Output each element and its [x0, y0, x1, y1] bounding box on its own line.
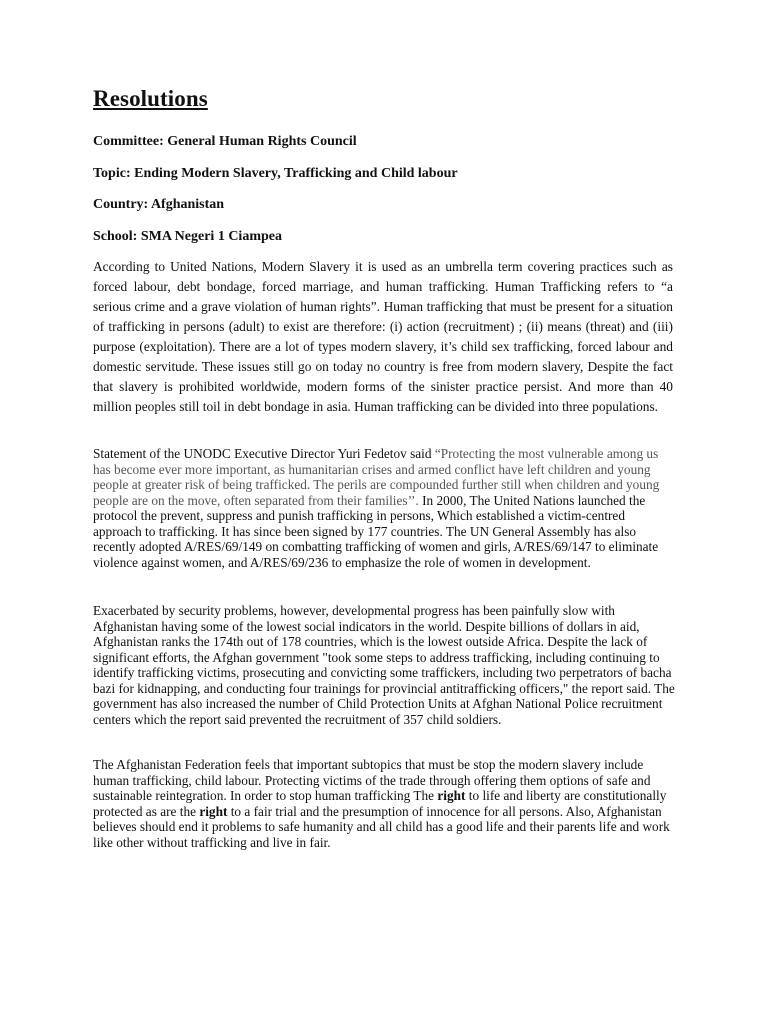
topic-line: Topic: Ending Modern Slavery, Trafficking and Child labour [93, 166, 458, 181]
fedetov-quote: “Protecting the most vulnerable among us has become ever more important, as humanitarian crises and armed conflict have left children and young people at greater risk of being trafficked. The perils are compounded further still when children and young people are on the move, often separated from their families’’. [93, 446, 660, 508]
statement-lead: Statement of the UNODC Executive Director Yuri Fedetov said [93, 446, 435, 461]
paragraph-un-definition: According to United Nations, Modern Slavery it is used as an umbrella term covering practices such as forced labour, debt bondage, forced marriage, and human trafficking. Human Trafficking refers to “a serious crime and a grave violation of human rights”. Human trafficking that must be present for a situation of trafficking in persons (adult) to exist are therefore: (i) action (recruitment) ; (ii) means (threat) and (iii) purpose (exploitation). There are a lot of types modern slavery, it’s child sex trafficking, forced labour and domestic servitude. These issues still go on today no country is free from modern slavery, Despite the fact that slavery is prohibited worldwide, modern forms of the sinister practice persist. And more than 40 million peoples still toil in debt bondage in asia. Human trafficking can be divided into three populations. [93, 259, 673, 414]
paragraph-unodc-statement [93, 446, 675, 570]
document-title: Resolutions [93, 86, 208, 111]
position-text-2: to life and liberty are constitutionally protected as are the [93, 788, 667, 819]
paragraph-federation-position [93, 757, 675, 850]
position-text-3: to a fair trial and the presumption of innocence for all persons. Also, Afghanistan believes should end it problems to safe humanity and all child has a good life and their parents life and work like other without trafficking and live in fair. [93, 803, 670, 850]
position-text-1: The Afghanistan Federation feels that important subtopics that must be stop the modern slavery include human trafficking, child labour. Protecting victims of the trade through offering them options of safe and sustainable reintegration. In order to stop human trafficking The [93, 757, 651, 803]
committee-line: Committee: General Human Rights Council [93, 134, 357, 149]
right-emphasis-2: right [199, 803, 228, 819]
school-line: School: SMA Negeri 1 Ciampea [93, 229, 282, 244]
statement-rest: In 2000, The United Nations launched the protocol the prevent, suppress and punish trafficking in persons, Which established a victim-centred approach to trafficking. It has since been signed by 177 countries. The UN General Assembly has also recently adopted A/RES/69/149 on combatting trafficking of women and girls, A/RES/69/147 to eliminate violence against women, and A/RES/69/236 to emphasize the role of women in development. [93, 492, 659, 570]
paragraph-afghanistan-progress: Exacerbated by security problems, however, developmental progress has been painfully slow with Afghanistan having some of the lowest social indicators in the world. Despite billions of dollars in aid, Afghanistan ranks the 174th out of 178 countries, which is the lowest outside Africa. Despite the lack of significant efforts, the Afghan government "took some steps to address trafficking, including continuing to identify trafficking victims, prosecuting and convicting some traffickers, including two perpetrators of bacha bazi for kidnapping, and conducting four trainings for provincial antitrafficking officers," the report said. The government has also increased the number of Child Protection Units at Afghan National Police recruitment centers which the report said prevented the recruitment of 357 child soldiers. [93, 603, 675, 727]
country-line: Country: Afghanistan [93, 197, 225, 212]
right-emphasis-1: right [437, 788, 466, 803]
